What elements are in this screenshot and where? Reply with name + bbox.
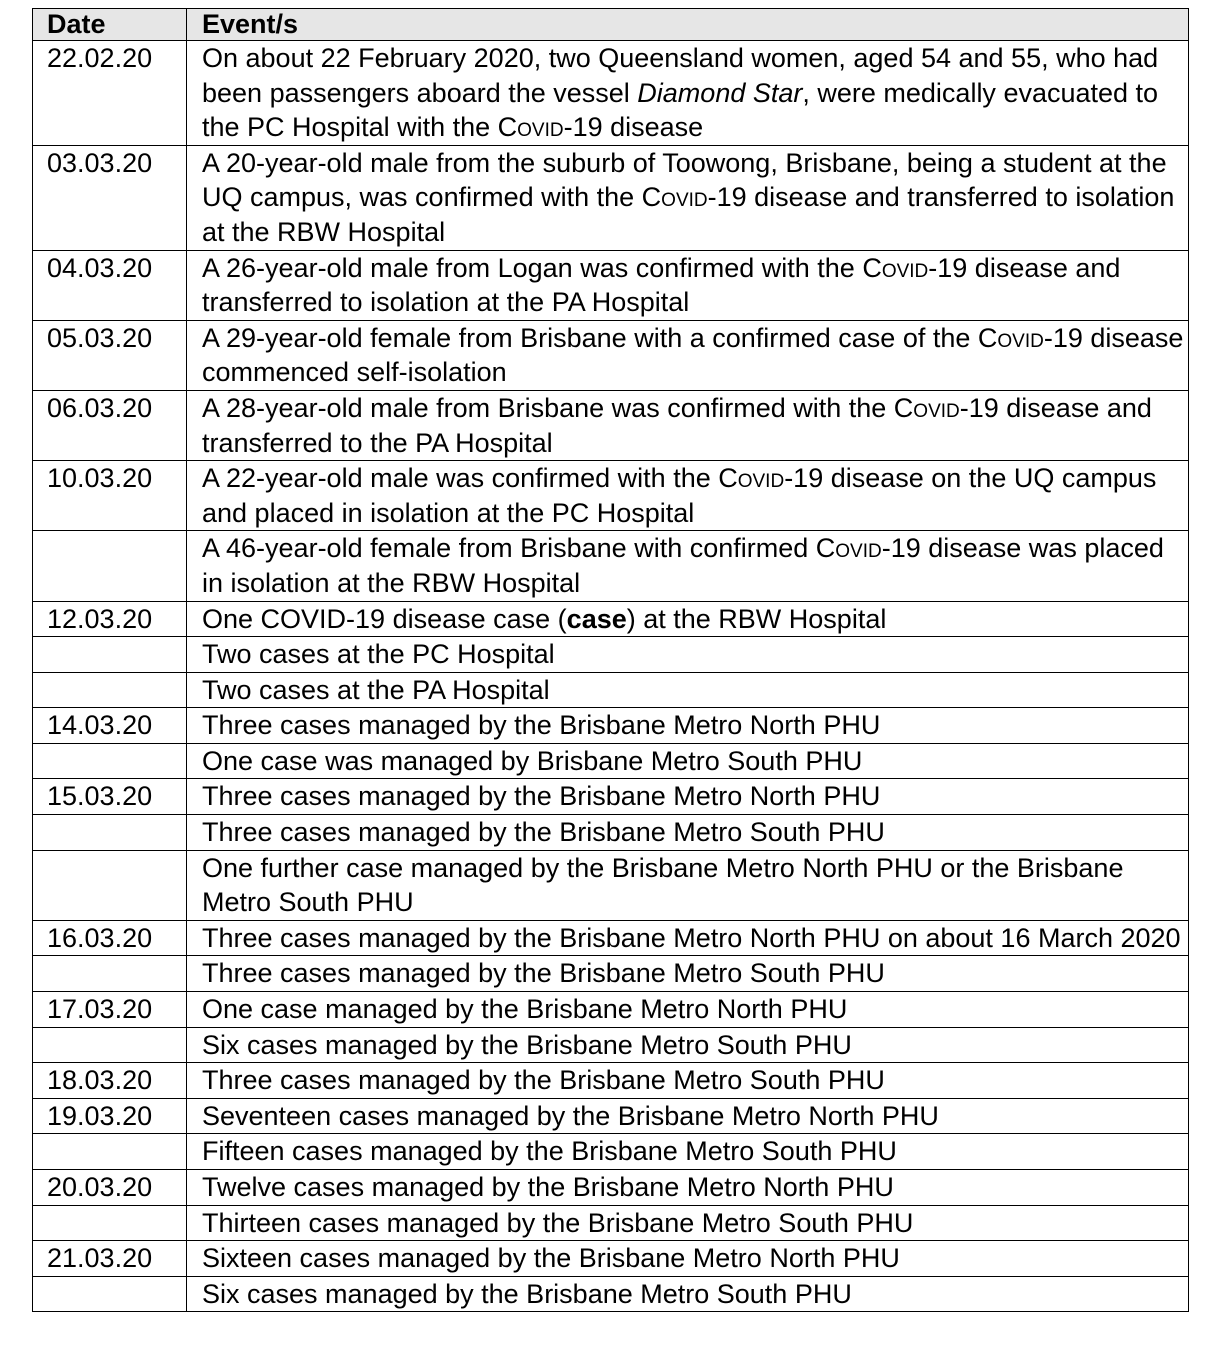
event-cell — [187, 1241, 1189, 1277]
vessel-name: Diamond Star — [637, 77, 803, 108]
event-text: A 46-year-old female from Brisbane with confirmed — [202, 533, 816, 564]
event-cell — [187, 1276, 1189, 1312]
date-cell: 05.03.20 — [33, 320, 187, 390]
event-text: Two cases at the PA Hospital — [202, 674, 550, 705]
defined-term: case — [566, 603, 627, 634]
event-text: A 22-year-old male was confirmed with the — [202, 463, 719, 494]
table-row — [33, 320, 1189, 390]
table-row — [33, 1027, 1189, 1063]
event-text: Two cases at the PC Hospital — [202, 639, 555, 670]
event-text: On about 22 February 2020, two Queensland women, aged 54 and 55, who had been passengers aboard the vessel — [202, 43, 1159, 108]
event-text: Three cases managed by the Brisbane Metro North PHU — [202, 781, 881, 812]
event-cell — [187, 1205, 1189, 1241]
event-cell — [187, 815, 1189, 851]
event-text: Six cases managed by the Brisbane Metro South PHU — [202, 1029, 852, 1060]
table-row — [33, 1063, 1189, 1099]
date-cell: 16.03.20 — [33, 920, 187, 956]
event-text: Three cases managed by the Brisbane Metro North PHU — [202, 710, 881, 741]
date-cell — [33, 637, 187, 673]
table-row — [33, 815, 1189, 851]
table-row — [33, 390, 1189, 460]
event-text: A 28-year-old male from Brisbane was confirmed with the — [202, 392, 894, 423]
date-cell: 06.03.20 — [33, 390, 187, 460]
event-text: Three cases managed by the Brisbane Metro South PHU — [202, 958, 885, 989]
table-row — [33, 1276, 1189, 1312]
event-text: One COVID-19 disease case ( — [202, 603, 567, 634]
event-cell — [187, 601, 1189, 637]
event-text: One further case managed by the Brisbane Metro North PHU or the Brisbane Metro South PHU — [202, 852, 1124, 918]
event-text: Fifteen cases managed by the Brisbane Metro South PHU — [202, 1136, 897, 1167]
table-row — [33, 850, 1189, 920]
date-cell: 10.03.20 — [33, 461, 187, 531]
table-row — [33, 461, 1189, 531]
event-cell — [187, 1170, 1189, 1206]
table-row — [33, 531, 1189, 601]
table-row — [33, 1098, 1189, 1134]
event-cell — [187, 41, 1189, 146]
date-cell — [33, 1134, 187, 1170]
date-cell: 04.03.20 — [33, 250, 187, 320]
table-row — [33, 145, 1189, 250]
date-column-header: Date — [33, 9, 187, 41]
event-cell — [187, 390, 1189, 460]
event-cell — [187, 672, 1189, 708]
date-cell — [33, 743, 187, 779]
event-cell — [187, 992, 1189, 1028]
event-text: -19 disease on the UQ campus and placed in isolation at the PC Hospital — [202, 463, 1157, 528]
header-row — [33, 9, 1189, 41]
date-cell: 18.03.20 — [33, 1063, 187, 1099]
table-row — [33, 1134, 1189, 1170]
table-row — [33, 708, 1189, 744]
table-header — [33, 9, 1189, 41]
event-cell — [187, 850, 1189, 920]
event-text: Sixteen cases managed by the Brisbane Metro North PHU — [202, 1243, 900, 1274]
date-cell: 21.03.20 — [33, 1241, 187, 1277]
event-text: A 26-year-old male from Logan was confirmed with the — [202, 252, 863, 283]
event-cell — [187, 1098, 1189, 1134]
table-row — [33, 250, 1189, 320]
table-row — [33, 956, 1189, 992]
event-cell — [187, 743, 1189, 779]
event-text: -19 disease and transferred to the PA Hospital — [202, 392, 1152, 458]
covid-term: Covid — [977, 322, 1044, 353]
date-cell — [33, 672, 187, 708]
table-row — [33, 743, 1189, 779]
table-row — [33, 41, 1189, 146]
covid-term: Covid — [641, 182, 708, 213]
table-row — [33, 1205, 1189, 1241]
event-cell — [187, 250, 1189, 320]
event-text: A 20-year-old male from the suburb of Toowong, Brisbane, being a student at the UQ campus, was confirmed with the — [202, 147, 1167, 213]
table-row — [33, 992, 1189, 1028]
event-cell — [187, 461, 1189, 531]
covid-term: Covid — [893, 392, 960, 423]
date-cell: 22.02.20 — [33, 41, 187, 146]
table-row — [33, 920, 1189, 956]
event-text: Twelve cases managed by the Brisbane Metro North PHU — [202, 1172, 894, 1202]
event-cell — [187, 1134, 1189, 1170]
date-cell — [33, 1276, 187, 1312]
date-cell: 14.03.20 — [33, 708, 187, 744]
covid-term: Covid — [497, 112, 564, 143]
event-text: ) at the RBW Hospital — [626, 603, 887, 634]
events-table — [32, 8, 1189, 1312]
event-cell — [187, 1027, 1189, 1063]
table-row — [33, 672, 1189, 708]
event-text: A 29-year-old female from Brisbane with a confirmed case of the — [202, 322, 978, 353]
event-text: Three cases managed by the Brisbane Metro South PHU — [202, 817, 885, 848]
event-cell — [187, 1063, 1189, 1099]
date-cell — [33, 531, 187, 601]
event-cell — [187, 779, 1189, 815]
event-text: Three cases managed by the Brisbane Metro North PHU on about 16 March 2020 — [202, 922, 1181, 953]
event-cell — [187, 320, 1189, 390]
event-cell — [187, 708, 1189, 744]
event-text: Six cases managed by the Brisbane Metro South PHU — [202, 1278, 852, 1309]
event-text: , were medically evacuated to the PC Hospital with the — [202, 77, 1159, 143]
date-cell: 19.03.20 — [33, 1098, 187, 1134]
event-text: -19 disease and transferred to isolation at the RBW Hospital — [202, 182, 1175, 247]
date-cell: 15.03.20 — [33, 779, 187, 815]
event-text: Thirteen cases managed by the Brisbane Metro South PHU — [202, 1207, 914, 1238]
date-cell — [33, 1205, 187, 1241]
date-cell: 12.03.20 — [33, 601, 187, 637]
event-cell — [187, 145, 1189, 250]
date-cell — [33, 956, 187, 992]
date-cell — [33, 815, 187, 851]
event-text: -19 disease and transferred to isolation at the PA Hospital — [202, 252, 1121, 318]
covid-term: Covid — [815, 533, 882, 564]
event-cell — [187, 637, 1189, 673]
covid-term: Covid — [718, 463, 785, 494]
covid-term: Covid — [862, 252, 929, 283]
date-cell: 17.03.20 — [33, 992, 187, 1028]
table-row — [33, 779, 1189, 815]
event-text: -19 disease was placed in isolation at the RBW Hospital — [202, 533, 1164, 598]
date-cell — [33, 850, 187, 920]
date-cell — [33, 1027, 187, 1063]
event-text: Three cases managed by the Brisbane Metro South PHU — [202, 1065, 885, 1096]
event-column-header: Event/s — [187, 9, 1189, 41]
event-text: Seventeen cases managed by the Brisbane Metro North PHU — [202, 1100, 939, 1131]
event-cell — [187, 920, 1189, 956]
event-cell — [187, 956, 1189, 992]
event-text: One case was managed by Brisbane Metro South PHU — [202, 745, 863, 776]
table-body — [33, 41, 1189, 1312]
table-row — [33, 601, 1189, 637]
table-row — [33, 637, 1189, 673]
event-text: -19 disease commenced self-isolation — [202, 322, 1184, 388]
date-cell: 03.03.20 — [33, 145, 187, 250]
event-text: One case managed by the Brisbane Metro North PHU — [202, 994, 848, 1025]
table-row — [33, 1170, 1189, 1206]
event-text: -19 disease — [563, 112, 704, 143]
event-cell — [187, 531, 1189, 601]
table-row — [33, 1241, 1189, 1277]
date-cell: 20.03.20 — [33, 1170, 187, 1206]
